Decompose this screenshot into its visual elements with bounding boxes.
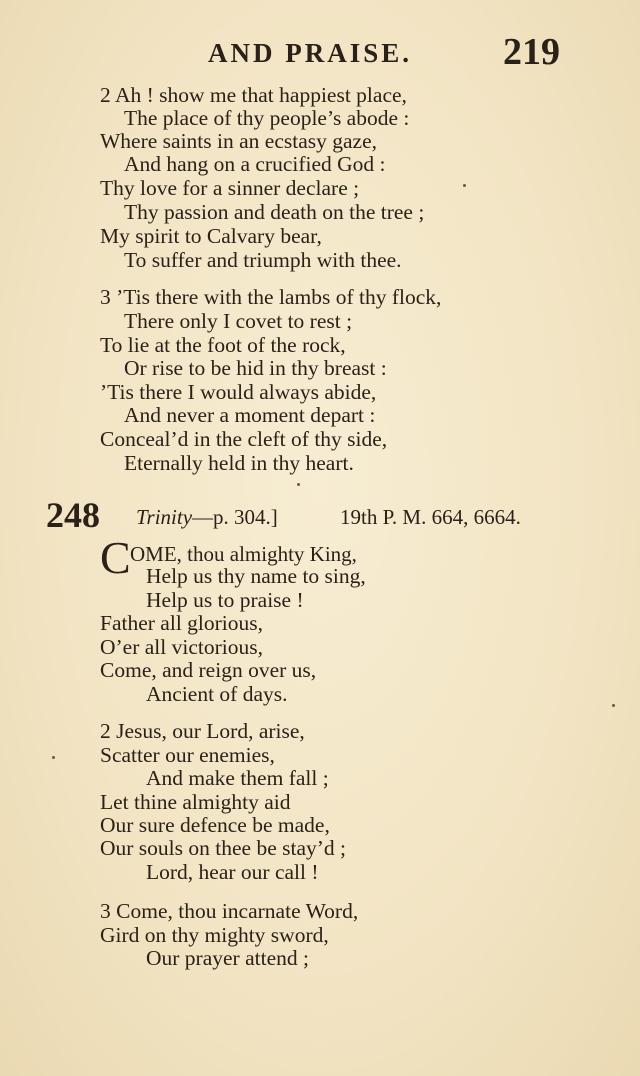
- verse-line: Conceal’d in the cleft of thy side,: [100, 427, 388, 451]
- verse-line: Gird on thy mighty sword,: [100, 923, 329, 947]
- running-header: AND PRAISE.: [208, 38, 413, 68]
- verse-line: Come, and reign over us,: [100, 658, 317, 682]
- verse-line: Let thine almighty aid: [100, 790, 291, 814]
- verse-line: Help us thy name to sing,: [146, 564, 366, 588]
- paper-speck: [612, 704, 615, 707]
- verse-line: Thy passion and death on the tree ;: [124, 200, 425, 224]
- verse-line: There only I covet to rest ;: [124, 309, 353, 333]
- verse-line: Thy love for a sinner declare ;: [100, 176, 360, 200]
- verse-line: Help us to praise !: [146, 588, 304, 612]
- verse-line: O’er all victorious,: [100, 635, 263, 659]
- verse-line: Our souls on thee be stay’d ;: [100, 836, 347, 860]
- verse-line: To lie at the foot of the rock,: [100, 333, 346, 357]
- tune-name: Trinity: [136, 505, 193, 529]
- tune-reference: —p. 304.]: [192, 505, 278, 529]
- verse-line: And never a moment depart :: [124, 403, 376, 427]
- verse-line: 2 Ah ! show me that happiest place,: [100, 83, 407, 107]
- verse-line: And make them fall ;: [146, 766, 329, 790]
- paper-speck: [463, 184, 466, 187]
- hymn-tune: [136, 505, 278, 530]
- verse-line: Our prayer attend ;: [146, 946, 309, 970]
- page-number: 219: [503, 31, 560, 73]
- verse-line: My spirit to Calvary bear,: [100, 224, 322, 248]
- hymn-number: 248: [46, 495, 100, 535]
- verse-line: Our sure defence be made,: [100, 813, 330, 837]
- verse-line: To suffer and triumph with thee.: [124, 248, 402, 272]
- verse-line: Father all glorious,: [100, 611, 264, 635]
- drop-cap: C: [100, 532, 131, 583]
- verse-line: And hang on a crucified God :: [124, 152, 386, 176]
- paper-speck: [297, 483, 300, 486]
- verse-line: Ancient of days.: [146, 682, 288, 706]
- verse-line: Where saints in an ecstasy gaze,: [100, 129, 377, 153]
- verse-line: 3 Come, thou incarnate Word,: [100, 899, 359, 923]
- verse-line: Lord, hear our call !: [146, 860, 319, 884]
- hymn-meter: 19th P. M. 664, 6664.: [340, 505, 521, 529]
- verse-line: The place of thy people’s abode :: [124, 106, 410, 130]
- verse-line: 2 Jesus, our Lord, arise,: [100, 719, 305, 743]
- first-line: OME, thou almighty King,: [130, 542, 357, 566]
- verse-line: Eternally held in thy heart.: [124, 451, 354, 475]
- verse-line: Or rise to be hid in thy breast :: [124, 356, 387, 380]
- verse-line: Scatter our enemies,: [100, 743, 275, 767]
- paper-speck: [52, 756, 55, 759]
- verse-line: 3 ’Tis there with the lambs of thy flock,: [100, 285, 442, 309]
- verse-line: ’Tis there I would always abide,: [100, 380, 377, 404]
